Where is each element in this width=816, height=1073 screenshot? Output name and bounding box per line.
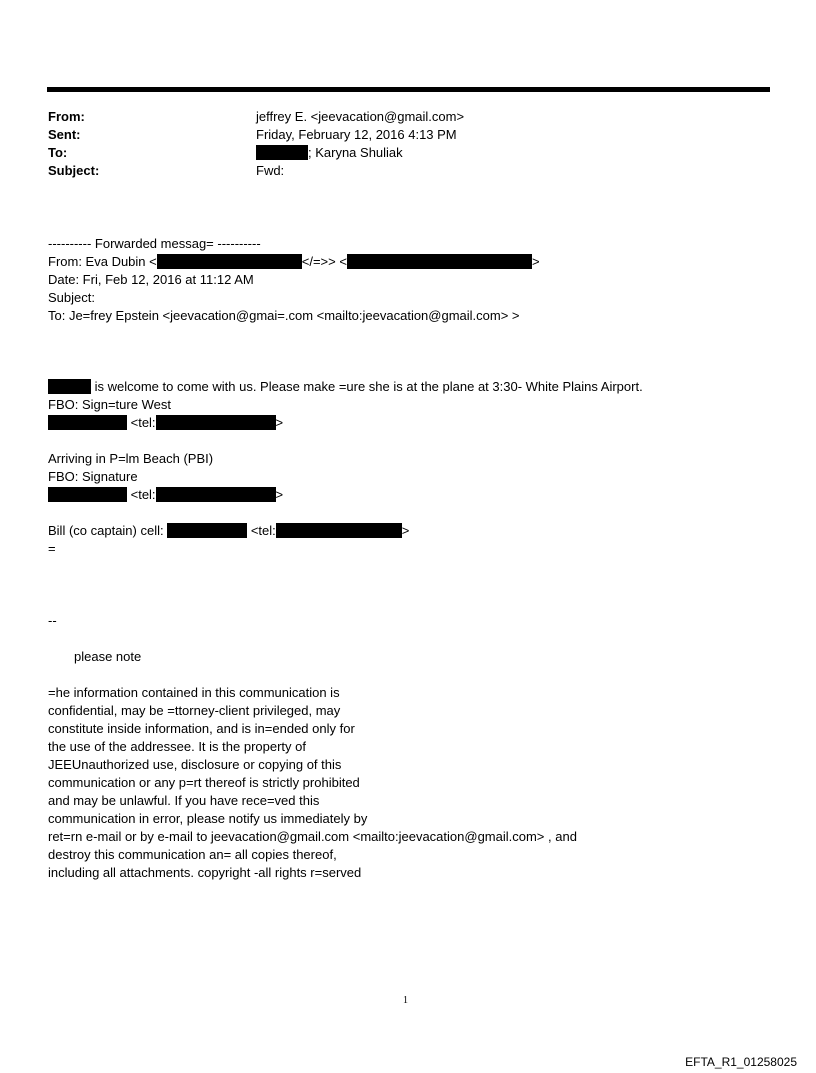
signature-dashes: --	[48, 613, 57, 628]
forwarded-banner: ---------- Forwarded messag= ----------	[48, 236, 261, 251]
sent-value: Friday, February 12, 2016 4:13 PM	[256, 127, 457, 142]
disclaimer-line: communication or any p=rt thereof is strictly prohibited	[48, 775, 360, 790]
redaction-block	[48, 487, 127, 502]
arriving-line: Arriving in P=lm Beach (PBI)	[48, 451, 214, 466]
disclaimer-line: confidential, may be =ttorney-client privileged, may	[48, 703, 341, 718]
forwarded-from-mid: </=>> <	[301, 254, 347, 269]
redaction-block	[347, 254, 532, 269]
disclaimer-line: and may be unlawful. If you have rece=ved this	[48, 793, 320, 808]
page-number: 1	[403, 995, 408, 1006]
redaction-block	[167, 523, 247, 538]
redaction-block	[276, 523, 402, 538]
header-rule	[47, 87, 770, 92]
disclaimer-line: =he information contained in this communication is	[48, 685, 340, 700]
subject-value: Fwd:	[256, 163, 285, 178]
welcome-line	[48, 378, 643, 396]
forwarded-from-line	[48, 253, 540, 271]
redaction-block	[48, 379, 91, 394]
please-note: please note	[74, 649, 142, 664]
to-line	[256, 144, 403, 162]
forwarded-from-suffix: >	[531, 254, 540, 269]
forwarded-subject: Subject:	[48, 290, 95, 305]
disclaimer-line: destroy this communication an= all copies thereof,	[48, 847, 337, 862]
from-label: From:	[48, 109, 85, 124]
bill-tel: <tel:	[247, 523, 276, 538]
redaction-block	[48, 415, 127, 430]
fbo-signature: FBO: Signature	[48, 469, 138, 484]
sent-label: Sent:	[48, 127, 81, 142]
forwarded-from-prefix: From: Eva Dubin <	[48, 254, 157, 269]
to-value: ; Karyna Shuliak	[308, 145, 403, 160]
subject-label: Subject:	[48, 163, 100, 178]
bates-number: EFTA_R1_01258025	[685, 1055, 797, 1069]
disclaimer-line: constitute inside information, and is in=ended only for	[48, 721, 355, 736]
to-label: To:	[48, 145, 68, 160]
disclaimer-line: ret=rn e-mail or by e-mail to jeevacation@gmail.com <mailto:jeevacation@gmail.com> , and	[48, 829, 577, 844]
disclaimer-line: communication in error, please notify us immediately by	[48, 811, 368, 826]
tel-prefix: <tel:	[127, 487, 156, 502]
redaction-block	[156, 487, 276, 502]
equals-line: =	[48, 541, 56, 556]
fbo-west: FBO: Sign=ture West	[48, 397, 171, 412]
forwarded-date: Date: Fri, Feb 12, 2016 at 11:12 AM	[48, 272, 254, 287]
redaction-block	[256, 145, 308, 160]
redaction-block	[157, 254, 302, 269]
disclaimer-line: the use of the addressee. It is the property of	[48, 739, 306, 754]
bill-prefix: Bill (co captain) cell:	[48, 523, 168, 538]
redaction-block	[156, 415, 276, 430]
tel-suffix: >	[275, 487, 284, 502]
disclaimer-line: JEEUnauthorized use, disclosure or copying of this	[48, 757, 342, 772]
from-value: jeffrey E. <jeevacation@gmail.com>	[256, 109, 465, 124]
welcome-text: is welcome to come with us. Please make =ure she is at the plane at 3:30- White Plains Airport.	[91, 379, 643, 394]
bill-line	[48, 522, 409, 540]
disclaimer-line: including all attachments. copyright -all rights r=served	[48, 865, 362, 880]
tel-suffix: >	[275, 415, 284, 430]
tel-line-1	[48, 414, 283, 432]
bill-suffix: >	[401, 523, 410, 538]
tel-prefix: <tel:	[127, 415, 156, 430]
tel-line-2	[48, 486, 283, 504]
forwarded-to: To: Je=frey Epstein <jeevacation@gmai=.com <mailto:jeevacation@gmail.com> >	[48, 308, 520, 323]
